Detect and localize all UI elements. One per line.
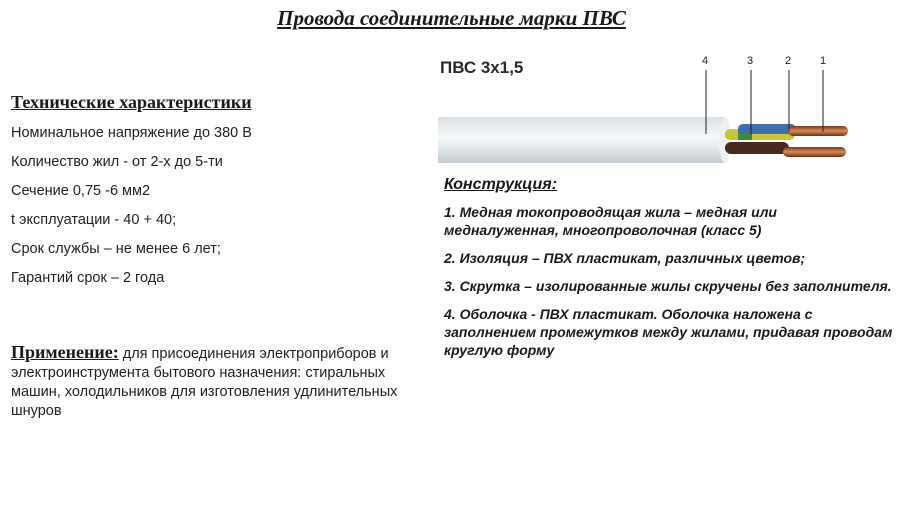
specs-list — [11, 124, 252, 298]
construction-item: 3. Скрутка – изолированные жилы скручены без заполнителя. — [444, 278, 892, 294]
callout-number: 1 — [820, 55, 827, 67]
cable-model-label: ПВС 3х1,5 — [440, 58, 524, 77]
spec-item: Номинальное напряжение до 380 В — [11, 125, 252, 141]
copper-conductor-top — [788, 126, 848, 136]
spec-item: t эксплуатации - 40 + 40; — [11, 212, 177, 228]
cable-sheath-end — [719, 117, 731, 163]
spec-item: Количество жил - от 2-х до 5-ти — [11, 154, 223, 170]
usage-block — [11, 343, 401, 421]
core-blue — [738, 124, 796, 134]
callout-number: 3 — [747, 55, 754, 67]
construction-list — [444, 203, 894, 359]
construction-item: 2. Изоляция – ПВХ пластикат, различных цветов; — [444, 250, 806, 266]
copper-conductor-bottom — [783, 147, 846, 157]
construction-item: 1. Медная токопроводящая жила – медная или медналуженная, многопроволочная (класс 5) — [444, 204, 777, 238]
callout-number: 4 — [702, 55, 709, 67]
usage-heading: Применение: — [11, 342, 119, 362]
construction-block — [444, 176, 894, 369]
spec-item: Срок службы – не менее 6 лет; — [11, 241, 221, 257]
cable-sheath — [438, 117, 725, 163]
construction-item: 4. Оболочка - ПВХ пластикат. Оболочка наложена с заполнением промежутков между жилами, придавая проводам круглую форму — [444, 306, 893, 358]
construction-heading: Конструкция: — [444, 176, 558, 193]
specs-heading: Технические характеристики — [11, 92, 252, 112]
spec-item: Сечение 0,75 -6 мм2 — [11, 183, 151, 199]
core-brown — [725, 142, 789, 154]
usage-text: для присоединения электроприборов и электроинструмента бытового назначения: стиральных машин, холодильников для изготовления удлинительных шнуров — [11, 346, 398, 419]
page-title: Провода соединительные марки ПВС — [277, 6, 626, 30]
spec-item: Гарантий срок – 2 года — [11, 270, 165, 286]
callout-number: 2 — [785, 55, 792, 67]
